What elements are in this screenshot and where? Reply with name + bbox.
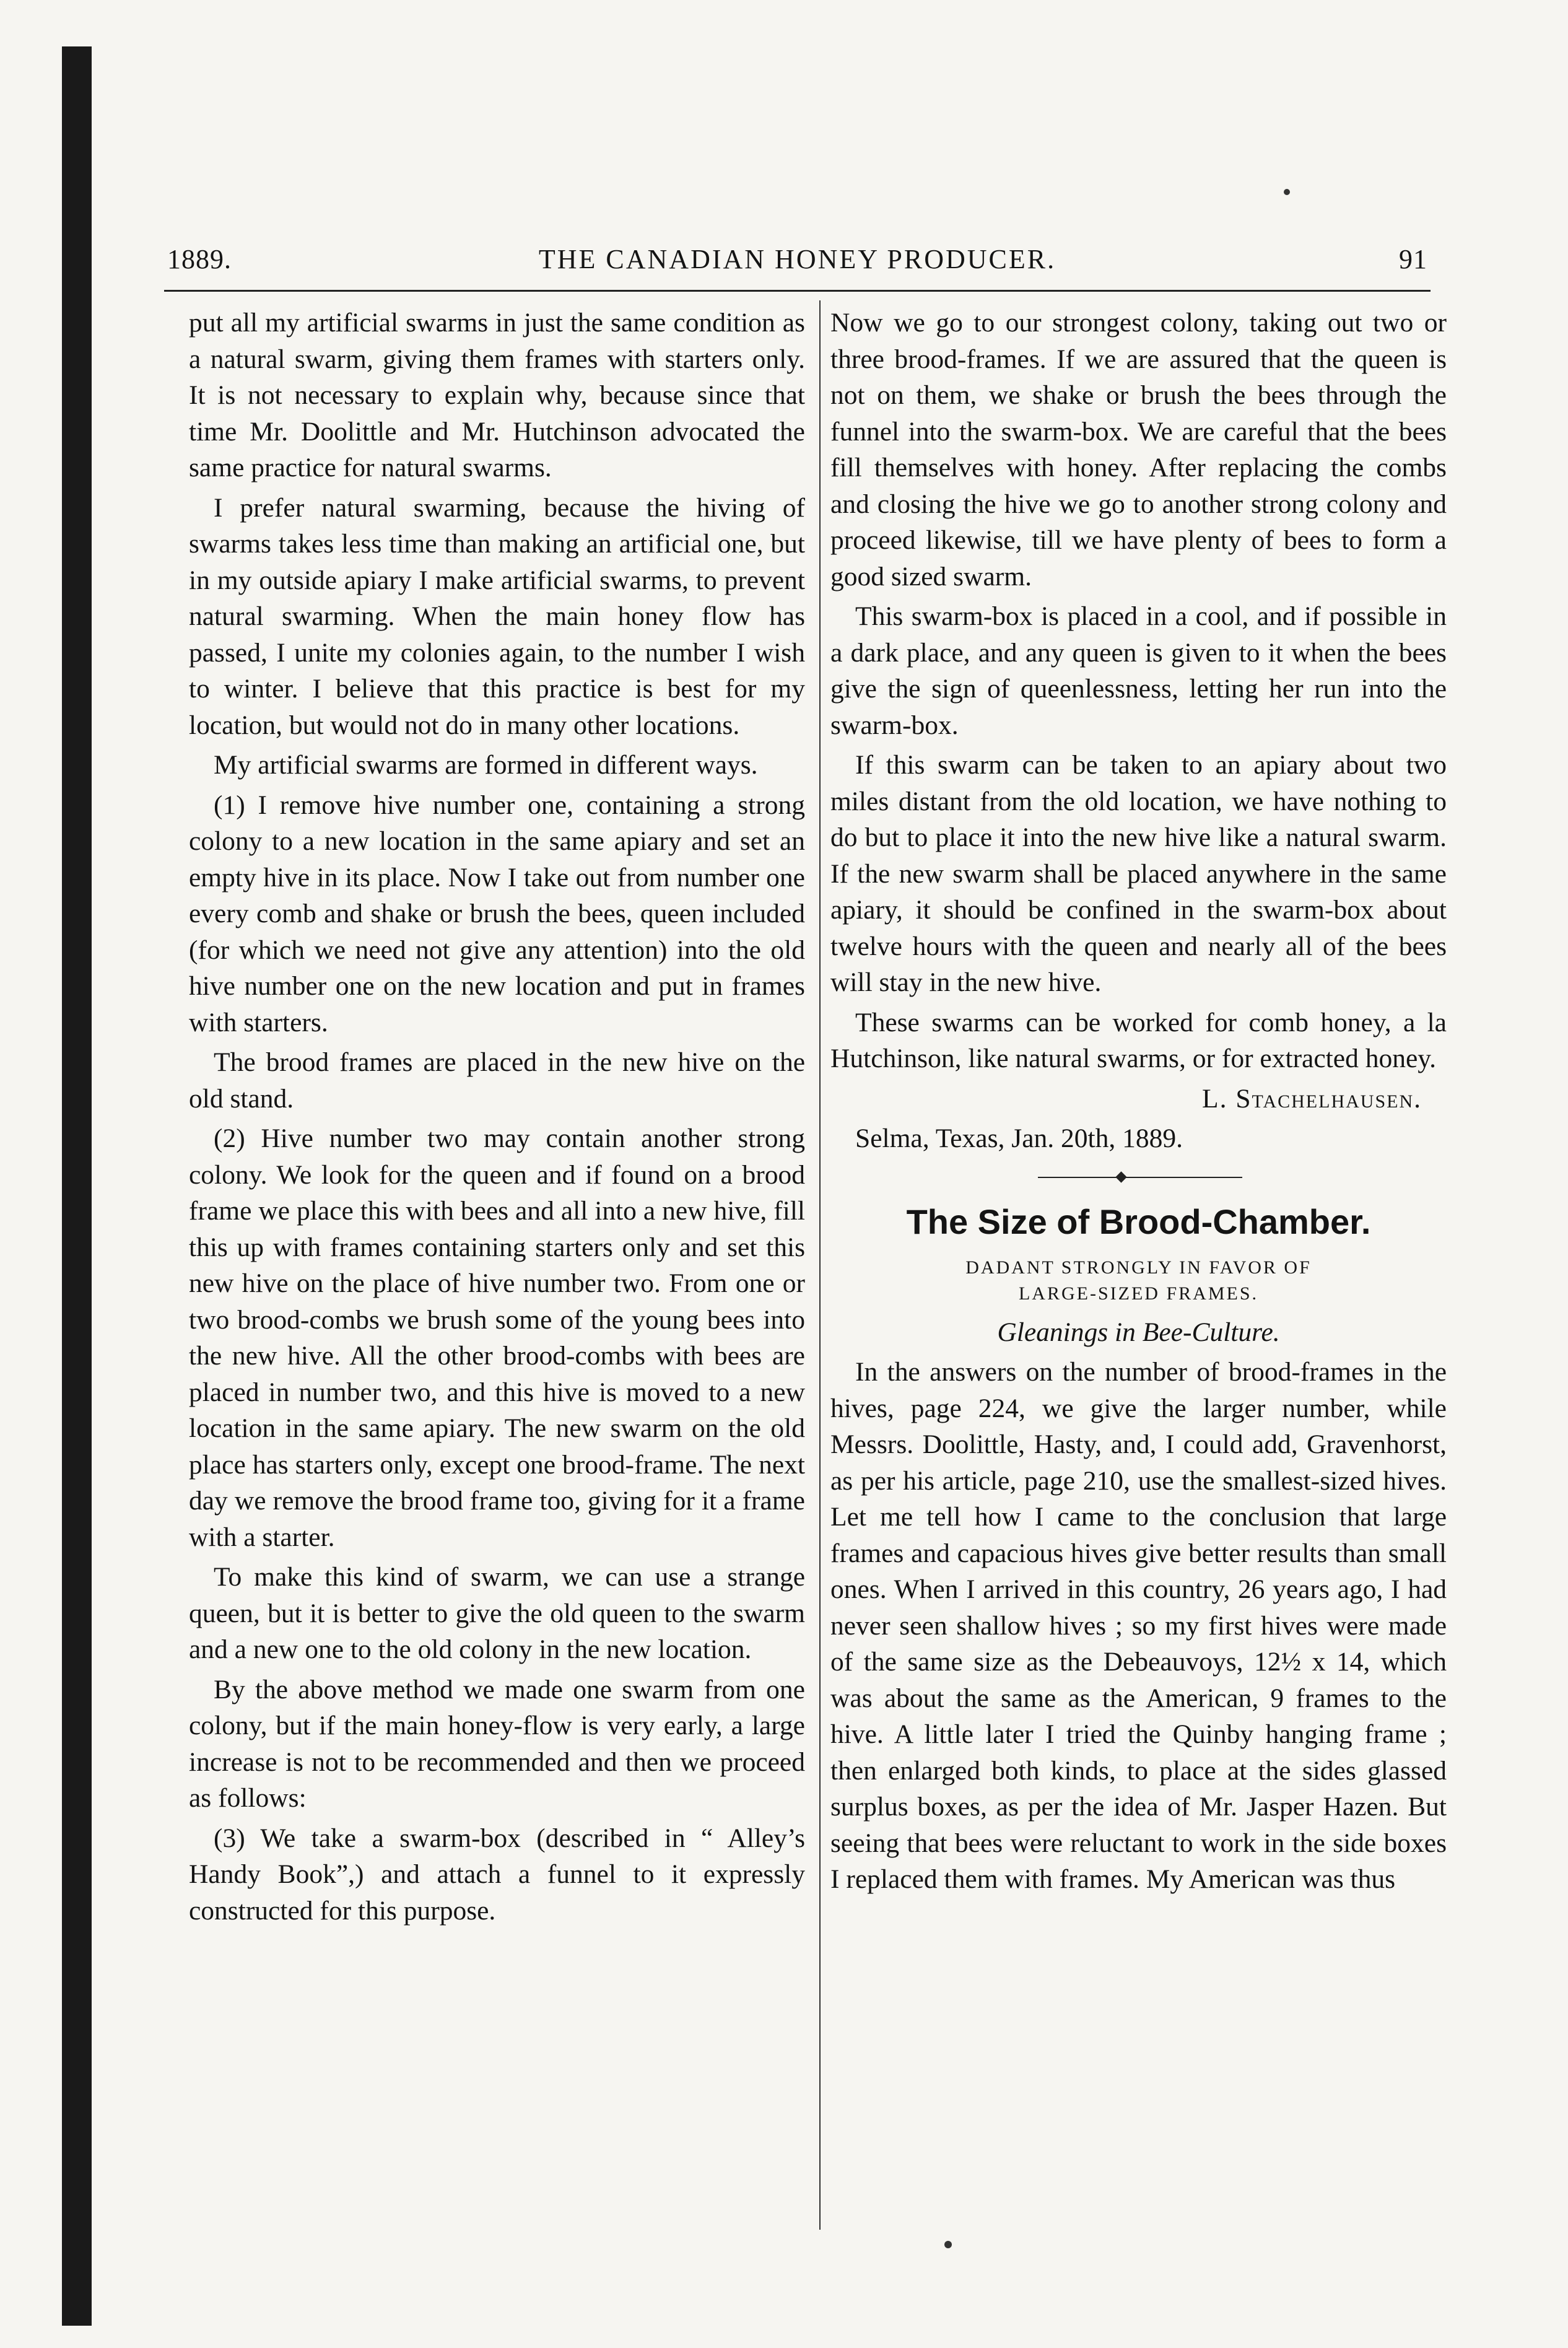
subhead-line: DADANT STRONGLY IN FAVOR OF [965, 1257, 1312, 1278]
paragraph: I prefer natural swarming, because the hiving of swarms takes less time than making an artificial one, but in my outside apiary I make artificial swarms, to prevent natural swarming. When the main honey flow has passed, I unite my colonies again, to the number I wish to winter. I believe that this practice is best for my location, but would not do in many other locations. [189, 492, 805, 740]
ink-speck [1284, 189, 1290, 195]
paragraph: By the above method we made one swarm from one colony, but if the main honey-flow is very early, a large increase is not to be recommended and then we proceed as follows: [189, 1674, 805, 1813]
subhead-line: LARGE-SIZED FRAMES. [1018, 1283, 1258, 1304]
paragraph: (2) Hive number two may contain another strong colony. We look for the queen and if found on a brood frame we place this with bees and all into a new hive, fill this up with frames containing starters only and set this new hive on the place of hive number two. From one or two brood-combs we brush some of the young bees into the new hive. All the other brood-combs with bees are placed in number two, and this hive is moved to a new location in the same apiary. The new swarm on the old place has starters only, except one brood-frame. The next day we remove the brood frame too, giving for it a frame with a starter. [189, 1124, 805, 1552]
article-title: The Size of Brood-Chamber. [906, 1202, 1371, 1241]
paragraph: (1) I remove hive number one, containing a strong colony to a new location in the same apiary and set an empty hive in its place. Now I take out from number one every comb and shake or brush the bees, queen included (for which we need not give any attention) into the old hive number one on the new location and put in frames with starters. [189, 790, 805, 1037]
paragraph: put all my artificial swarms in just the same condition as a natural swarm, giving them frames with starters only. It is not necessary to explain why, because since that time Mr. Doolittle and Mr. Hutchinson advocated the same practice for natural swarms. [189, 308, 805, 482]
paragraph: If this swarm can be taken to an apiary about two miles distant from the old location, we have nothing to do but to place it into the new hive like a natural swarm. If the new swarm shall be placed anywhere in the same apiary, it should be confined in the swarm-box about twelve hours with the queen and nearly all of the bees will stay in the new hive. [830, 750, 1447, 997]
paragraph: My artificial swarms are formed in different ways. [214, 750, 758, 780]
paragraph: Now we go to our strongest colony, taking out two or three brood-frames. If we are assured that the queen is not on them, we shake or brush the bees through the funnel into the swarm-box. We are careful that the bees fill themselves with honey. After replacing the combs and closing the hive we go to another strong colony and proceed likewise, till we have plenty of bees to form a good sized swarm. [830, 308, 1447, 591]
author-signature: L. Stachelhausen. [1202, 1083, 1422, 1114]
section-ornament [830, 1161, 1447, 1197]
right-column [830, 305, 1447, 1901]
article-subhead [830, 1255, 1447, 1307]
header-title: THE CANADIAN HONEY PRODUCER. [538, 244, 1056, 274]
paragraph: To make this kind of swarm, we can use a strange queen, but it is better to give the old queen to the swarm and a new one to the old colony in the new location. [189, 1562, 805, 1664]
left-column [189, 305, 805, 1932]
header-year: 1889. [167, 244, 232, 274]
column-rule [819, 300, 821, 2230]
article-source: Gleanings in Bee-Culture. [997, 1317, 1280, 1347]
paragraph: In the answers on the number of brood-frames in the hives, page 224, we give the larger number, while Messrs. Doolittle, Hasty, and, I could add, Gravenhorst, as per his article, page 210, use the smallest-sized hives. Let me tell how I came to the conclusion that large frames and capacious hives give better results than small ones. When I arrived in this country, 26 years ago, I had never seen shallow hives ; so my first hives were made of the same size as the Debeauvoys, 12½ x 14, which was about the same as the American, 9 frames to the hive. A little later I tried the Quinby hanging frame ; then enlarged both kinds, to place at the sides glassed surplus boxes, as per the idea of Mr. Jasper Hazen. But seeing that bees were reluctant to work in the side boxes I replaced them with frames. My American was thus [830, 1357, 1447, 1894]
header-rule [164, 290, 1431, 292]
paragraph: These swarms can be worked for comb honey, a la Hutchinson, like natural swarms, or for extracted honey. [830, 1007, 1447, 1073]
paragraph: This swarm-box is placed in a cool, and if possible in a dark place, and any queen is given to it when the bees give the sign of queenlessness, letting her run into the swarm-box. [830, 601, 1447, 740]
page-number: 91 [1399, 244, 1427, 274]
dateline: Selma, Texas, Jan. 20th, 1889. [855, 1124, 1183, 1153]
running-header [167, 243, 1427, 287]
ink-speck [944, 2241, 952, 2248]
paragraph: (3) We take a swarm-box (described in “ Alley’s Handy Book”,) and attach a funnel to it expressly constructed for this purpose. [189, 1823, 805, 1926]
scan-edge-bar [62, 46, 92, 2326]
paragraph: The brood frames are placed in the new hive on the old stand. [189, 1047, 805, 1114]
